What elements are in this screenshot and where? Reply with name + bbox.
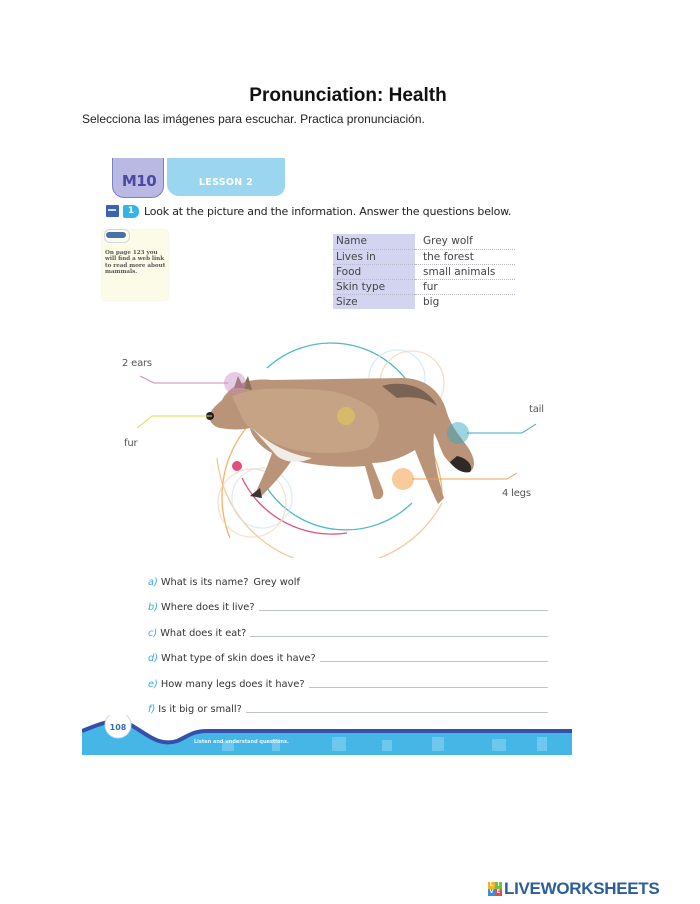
- question-row: [148, 562, 548, 588]
- logo-letter: L: [489, 882, 494, 888]
- page-number: 108: [109, 723, 127, 732]
- footer-text: Listen and understand questions.: [194, 739, 289, 745]
- info-value: big: [423, 295, 440, 308]
- question-text: What does it eat?: [160, 627, 247, 639]
- pink-dot: [232, 461, 242, 471]
- question-row: [148, 613, 548, 639]
- question-list: [148, 562, 548, 715]
- answer-line: [259, 610, 548, 611]
- legs-highlight: [392, 468, 414, 490]
- question-letter: b): [148, 602, 159, 613]
- logo-letter: E: [496, 889, 501, 895]
- page-title-text: Pronunciation: Health: [249, 85, 447, 106]
- fur-highlight: [337, 407, 355, 425]
- book-icon: [106, 205, 119, 217]
- question-letter: d): [148, 653, 159, 664]
- question-row: [148, 588, 548, 614]
- footer-wave: [82, 715, 572, 755]
- liveworksheets-logo-icon: [488, 882, 502, 896]
- table-row: [333, 234, 515, 249]
- table-row: [333, 279, 515, 294]
- info-label: Food: [333, 264, 415, 279]
- label-tail[interactable]: tail: [529, 404, 544, 415]
- answer-line: [250, 636, 548, 637]
- info-label: Lives in: [333, 249, 415, 264]
- worksheet-page: [82, 158, 572, 758]
- exercise-number: 1: [123, 205, 139, 218]
- exercise-instruction: Look at the picture and the information. Answer the questions below.: [144, 204, 512, 218]
- answer-line: [309, 687, 548, 688]
- info-value: the forest: [415, 249, 515, 264]
- info-value: fur: [415, 279, 515, 294]
- info-label: Size: [333, 294, 415, 309]
- lesson-tab: [167, 158, 285, 196]
- question-row: [148, 639, 548, 665]
- page-footer-band: [82, 715, 572, 755]
- answer-text: Grey wolf: [253, 576, 300, 588]
- question-text: What type of skin does it have?: [161, 653, 316, 664]
- instruction-text: Selecciona las imágenes para escuchar. Practica pronunciación.: [82, 112, 425, 126]
- question-row: [148, 664, 548, 690]
- info-value: Grey wolf: [415, 234, 515, 249]
- note-text: On page 123 you will find a web link to read more about mammals.: [105, 250, 166, 276]
- brand-name: LIVEWORKSHEETS: [504, 879, 660, 898]
- wolf-illustration: [82, 338, 572, 558]
- question-letter: c): [148, 627, 158, 639]
- question-letter: e): [148, 678, 158, 690]
- exercise-header: [106, 204, 511, 218]
- wolf-diagram: [82, 338, 572, 558]
- table-row: [333, 294, 515, 309]
- tail-highlight: [447, 422, 469, 444]
- question-row: [148, 690, 548, 716]
- module-tab-label: M10: [121, 172, 157, 190]
- question-text: Where does it live?: [161, 602, 255, 613]
- question-letter: f): [148, 704, 156, 715]
- ring-teal-bottom: [267, 488, 412, 530]
- web-link-note: [102, 230, 168, 300]
- ring-pink: [242, 478, 347, 534]
- answer-line: [320, 661, 548, 662]
- logo-letter: V: [489, 889, 494, 895]
- question-letter: a): [148, 576, 158, 588]
- info-value: small animals: [415, 264, 515, 279]
- logo-letter: I: [495, 882, 502, 889]
- info-table: [333, 234, 515, 309]
- lesson-tab-label: LESSON 2: [198, 177, 254, 188]
- question-text: Is it big or small?: [158, 704, 242, 715]
- label-ears[interactable]: 2 ears: [122, 358, 152, 369]
- info-label: Name: [333, 234, 415, 249]
- label-fur[interactable]: fur: [124, 438, 138, 449]
- info-label: Skin type: [333, 279, 415, 294]
- web-link-icon: [106, 232, 126, 238]
- module-tab: [112, 158, 164, 198]
- page-title: [0, 85, 700, 107]
- answer-line: [246, 712, 548, 713]
- table-row: [333, 264, 515, 279]
- question-text: How many legs does it have?: [160, 678, 305, 690]
- question-text: What is its name?: [160, 576, 249, 588]
- liveworksheets-brand[interactable]: [488, 879, 659, 899]
- label-legs[interactable]: 4 legs: [502, 488, 531, 499]
- table-row: [333, 249, 515, 264]
